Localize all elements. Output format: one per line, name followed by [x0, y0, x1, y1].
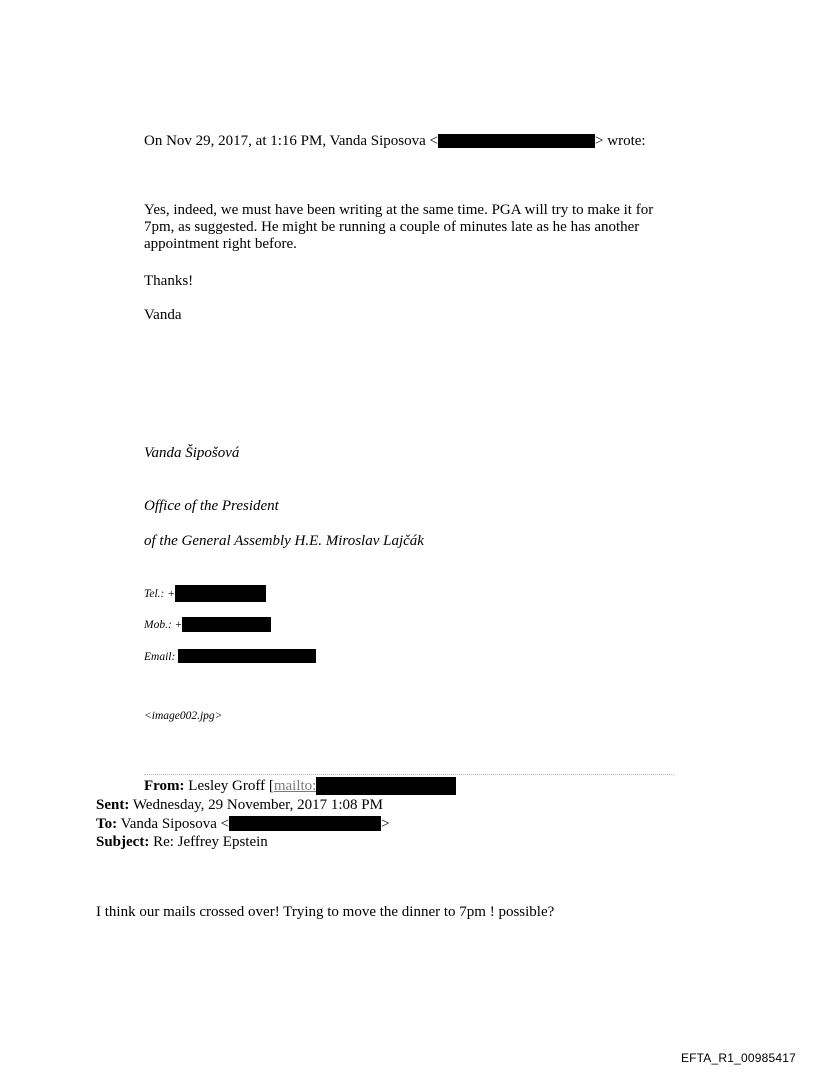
quote-header — [144, 132, 646, 150]
redacted-to-email — [229, 816, 381, 831]
signature-image-placeholder: <image002.jpg> — [144, 710, 223, 722]
signature-office-line2: of the General Assembly H.E. Miroslav Lajčák — [144, 533, 424, 549]
to-label: To: — [96, 816, 118, 832]
signature-name: Vanda Šipošová — [144, 445, 240, 461]
from-line — [144, 777, 456, 795]
subject-value: Re: Jeffrey Epstein — [153, 834, 268, 850]
signature-mob — [144, 617, 271, 632]
subject-line — [96, 833, 268, 851]
from-label: From: — [144, 778, 185, 794]
to-line — [96, 815, 390, 833]
to-suffix: > — [381, 816, 390, 832]
email-label: Email: — [144, 651, 176, 663]
sent-label: Sent: — [96, 797, 130, 813]
quote-thanks: Thanks! — [144, 273, 194, 289]
divider — [144, 774, 674, 775]
redacted-email-signature — [178, 649, 316, 663]
quote-header-suffix: > wrote: — [595, 133, 646, 149]
redacted-mob — [182, 617, 271, 632]
sent-line — [96, 796, 383, 814]
quote-sign: Vanda — [144, 307, 182, 323]
redacted-email — [438, 134, 595, 148]
to-value: Vanda Siposova < — [120, 816, 230, 832]
tel-label: Tel.: + — [144, 588, 175, 600]
signature-email — [144, 649, 316, 663]
quote-body: Yes, indeed, we must have been writing at the same time. PGA will try to make it for 7pm, as suggested. He might be running a couple of minutes late as he has another appointment right before. — [144, 202, 654, 252]
from-value: Lesley Groff [ — [188, 778, 274, 794]
sent-value: Wednesday, 29 November, 2017 1:08 PM — [132, 797, 383, 813]
signature-tel — [144, 585, 266, 602]
mailto-link[interactable]: mailto: — [273, 778, 317, 794]
redacted-from-email — [316, 777, 456, 795]
signature-office-line1: Office of the President — [144, 498, 279, 514]
subject-label: Subject: — [96, 834, 150, 850]
document-id: EFTA_R1_00985417 — [680, 1051, 796, 1065]
forwarded-body: I think our mails crossed over! Trying to move the dinner to 7pm ! possible? — [96, 904, 555, 920]
redacted-tel — [175, 585, 266, 602]
quote-header-prefix: On Nov 29, 2017, at 1:16 PM, Vanda Siposova < — [144, 133, 439, 149]
mob-label: Mob.: + — [144, 619, 183, 631]
